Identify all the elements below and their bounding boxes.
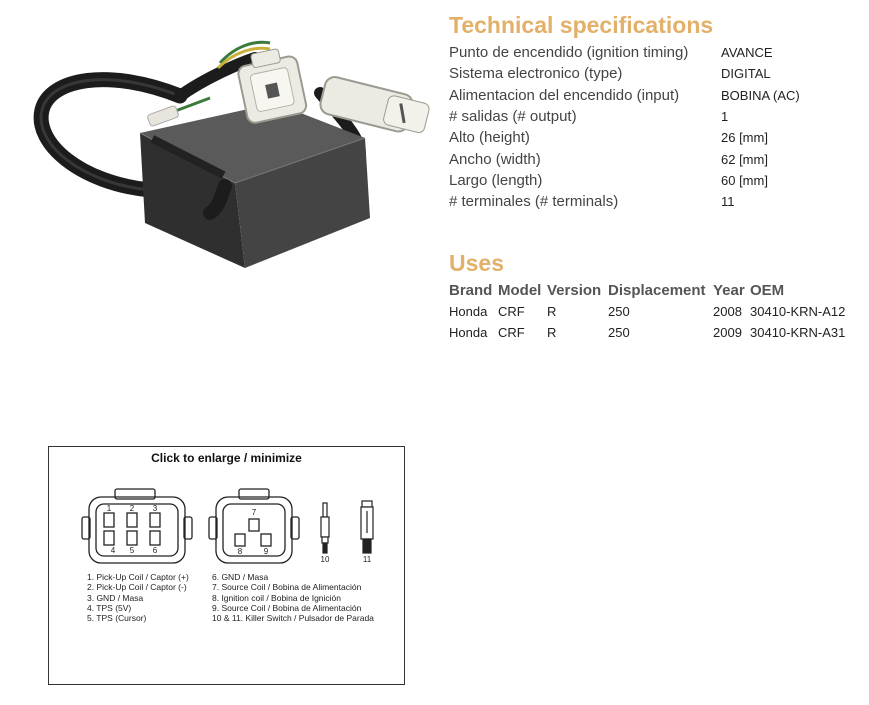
cell-displacement: 250: [608, 325, 630, 340]
spec-value: 11: [721, 194, 735, 210]
pin-label: 9: [263, 547, 269, 556]
wiring-diagram[interactable]: [48, 446, 405, 685]
cell-version: R: [547, 325, 557, 340]
table-row: [449, 322, 845, 343]
spec-label: # salidas (# output): [449, 108, 577, 126]
spec-label: Punto de encendido (ignition timing): [449, 44, 689, 62]
pin-label: 7: [251, 508, 257, 517]
terminal-10-icon: [321, 503, 329, 553]
cell-brand: Honda: [449, 325, 488, 340]
connector-a-icon: [82, 489, 192, 563]
spec-value: BOBINA (AC): [721, 87, 800, 103]
spec-label: Alimentacion del encendido (input): [449, 86, 680, 104]
pin-label: 1: [106, 504, 112, 513]
table-row: [449, 63, 800, 84]
cell-oem: 30410-KRN-A12: [750, 304, 846, 319]
specs-table: [449, 42, 800, 212]
spec-label: Ancho (width): [449, 150, 541, 168]
cell-model: CRF: [498, 304, 525, 319]
table-header-row: [449, 279, 845, 301]
enlarge-toggle-link[interactable]: Click to enlarge / minimize: [151, 451, 302, 465]
technical-specifications-heading: Technical specifications: [449, 12, 714, 38]
cell-version: R: [547, 304, 557, 319]
column-header-year: Year: [713, 281, 745, 299]
spec-value: DIGITAL: [721, 66, 771, 82]
table-row: [449, 148, 800, 169]
spec-value: AVANCE: [721, 45, 773, 61]
connector-diagram: [49, 447, 406, 686]
terminal-11-icon: [361, 501, 373, 553]
column-header-oem: OEM: [750, 281, 785, 299]
cell-oem: 30410-KRN-A31: [750, 325, 846, 340]
spec-label: Alto (height): [449, 129, 530, 147]
legend-item: 3. GND / Masa: [87, 592, 144, 603]
table-row: [449, 106, 800, 127]
pin-label: 5: [129, 546, 135, 555]
table-row: [449, 170, 800, 191]
column-header-model: Model: [498, 281, 542, 299]
pin-label: 2: [129, 504, 135, 513]
column-header-version: Version: [547, 281, 602, 299]
connector-b-icon: [209, 489, 299, 563]
column-header-displacement: Displacement: [608, 281, 706, 299]
legend-item: 6. GND / Masa: [212, 572, 269, 582]
pin-label: 8: [237, 547, 243, 556]
legend-item: 7. Source Coil / Bobina de Alimentación: [212, 582, 362, 593]
spec-label: # terminales (# terminals): [449, 193, 619, 211]
pin-label: 6: [152, 546, 158, 555]
table-row: [449, 42, 800, 63]
spec-label: Largo (length): [449, 171, 543, 189]
cell-year: 2009: [713, 325, 742, 340]
uses-table: [449, 279, 845, 343]
cell-year: 2008: [713, 304, 742, 319]
legend-item: 8. Ignition coil / Bobina de Ignición: [212, 592, 342, 603]
cell-brand: Honda: [449, 304, 488, 319]
spec-value: 60 [mm]: [721, 172, 768, 188]
cell-model: CRF: [498, 325, 525, 340]
legend-item: 1. Pick-Up Coil / Captor (+): [87, 572, 189, 582]
spec-value: 1: [721, 109, 729, 125]
terminal-label: 11: [362, 555, 372, 564]
terminal-label: 10: [320, 555, 330, 564]
pin-label: 3: [152, 504, 158, 513]
legend-left: [87, 572, 189, 623]
table-row: [449, 85, 800, 106]
spec-label: Sistema electronico (type): [449, 65, 623, 83]
pin-label: 4: [110, 546, 116, 555]
column-header-brand: Brand: [449, 281, 493, 299]
table-row: [449, 301, 845, 322]
legend-item: 2. Pick-Up Coil / Captor (-): [87, 582, 187, 593]
legend-item: 5. TPS (Cursor): [87, 613, 147, 624]
cdi-module-photo: [20, 18, 440, 288]
uses-heading: Uses: [449, 250, 504, 276]
cell-displacement: 250: [608, 304, 630, 319]
legend-item: 9. Source Coil / Bobina de Alimentación: [212, 602, 362, 613]
legend-right: [212, 572, 374, 623]
legend-item: 10 & 11. Killer Switch / Pulsador de Parada: [212, 613, 374, 624]
table-row: [449, 191, 800, 212]
legend-item: 4. TPS (5V): [87, 602, 132, 613]
spec-value: 26 [mm]: [721, 130, 768, 146]
table-row: [449, 127, 800, 148]
spec-value: 62 [mm]: [721, 151, 768, 167]
